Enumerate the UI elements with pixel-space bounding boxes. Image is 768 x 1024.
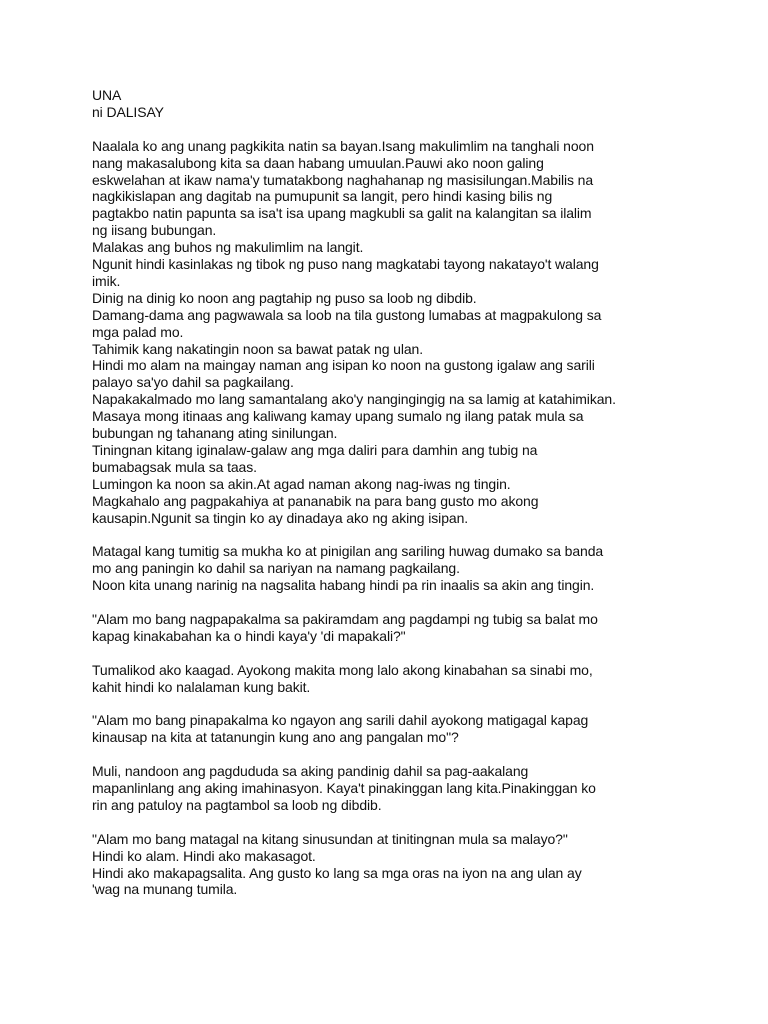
text-line: imik. bbox=[92, 272, 121, 289]
text-line: kinausap na kita at tatanungin kung ano ang pangalan mo"? bbox=[92, 729, 459, 746]
text-line: palayo sa'yo dahil sa pagkailang. bbox=[92, 374, 294, 391]
text-line: mapanlinlang ang aking imahinasyon. Kaya't pinakinggan lang kita.Pinakinggan ko bbox=[92, 780, 596, 797]
paragraph-gap bbox=[92, 696, 712, 713]
document-author: ni DALISAY bbox=[92, 103, 164, 120]
text-line: Hindi ko alam. Hindi ako makasagot. bbox=[92, 847, 316, 864]
document-title: UNA bbox=[92, 87, 122, 103]
text-line: Magkahalo ang pagpakahiya at pananabik na para bang gusto mo akong bbox=[92, 492, 539, 509]
text-line: Tiningnan kitang iginalaw-galaw ang mga daliri para damhin ang tubig na bbox=[92, 442, 538, 459]
text-line: nang makasalubong kita sa daan habang umuulan.Pauwi ako noon galing bbox=[92, 154, 544, 171]
text-line: Muli, nandoon ang pagdududa sa aking pandinig dahil sa pag-aakalang bbox=[92, 763, 529, 780]
text-line: Damang-dama ang pagwawala sa loob na tila gustong lumabas at magpakulong sa bbox=[92, 306, 602, 323]
text-line: Tahimik kang nakatingin noon sa bawat patak ng ulan. bbox=[92, 340, 424, 357]
text-line: eskwelahan at ikaw nama'y tumatakbong naghahanap ng masisilungan.Mabilis na bbox=[92, 171, 594, 188]
document-page bbox=[92, 87, 712, 898]
text-line: Matagal kang tumitig sa mukha ko at pinigilan ang sariling huwag dumako sa banda bbox=[92, 543, 604, 560]
text-line: Hindi ako makapagsalita. Ang gusto ko lang sa mga oras na iyon na ang ulan ay bbox=[92, 864, 582, 881]
text-line: Masaya mong itinaas ang kaliwang kamay upang sumalo ng ilang patak mula sa bbox=[92, 408, 584, 425]
paragraph-gap bbox=[92, 121, 712, 138]
paragraph-gap bbox=[92, 814, 712, 831]
text-line: ng iisang bubungan. bbox=[92, 222, 217, 239]
text-line: kahit hindi ko nalalaman kung bakit. bbox=[92, 678, 311, 695]
text-line: bumabagsak mula sa taas. bbox=[92, 458, 257, 475]
text-line: Naalala ko ang unang pagkikita natin sa bayan.Isang makulimlim na tanghali noon bbox=[92, 137, 594, 154]
text-line: 'wag na munang tumila. bbox=[92, 881, 238, 898]
document-body bbox=[92, 121, 712, 899]
text-line: Tumalikod ako kaagad. Ayokong makita mong lalo akong kinabahan sa sinabi mo, bbox=[92, 661, 593, 678]
text-line: mga palad mo. bbox=[92, 323, 184, 340]
paragraph-gap bbox=[92, 645, 712, 662]
text-line: Hindi mo alam na maingay naman ang isipan ko noon na gustong igalaw ang sarili bbox=[92, 357, 595, 374]
text-line: rin ang patuloy na pagtambol sa loob ng dibdib. bbox=[92, 796, 382, 813]
text-line: kausapin.Ngunit sa tingin ko ay dinadaya ako ng aking isipan. bbox=[92, 509, 469, 526]
paragraph-gap bbox=[92, 746, 712, 763]
paragraph-gap bbox=[92, 527, 712, 544]
text-line: Malakas ang buhos ng makulimlim na langit. bbox=[92, 239, 364, 256]
text-line: Noon kita unang narinig na nagsalita habang hindi pa rin inaalis sa akin ang tingin. bbox=[92, 577, 595, 594]
text-line: "Alam mo bang matagal na kitang sinusundan at tinitingnan mula sa malayo?" bbox=[92, 830, 568, 847]
text-line: nagkikislapan ang dagitab na pumupunit sa langit, pero hindi kasing bilis ng bbox=[92, 188, 553, 205]
text-line: bubungan ng tahanang ating sinilungan. bbox=[92, 425, 338, 442]
text-line: Lumingon ka noon sa akin.At agad naman akong nag-iwas ng tingin. bbox=[92, 475, 511, 492]
text-line: pagtakbo natin papunta sa isa't isa upang magkubli sa galit na kalangitan sa ilalim bbox=[92, 205, 592, 222]
text-line: "Alam mo bang pinapakalma ko ngayon ang sarili dahil ayokong matigagal kapag bbox=[92, 712, 589, 729]
text-line: Ngunit hindi kasinlakas ng tibok ng puso nang magkatabi tayong nakatayo't walang bbox=[92, 256, 599, 273]
text-line: kapag kinakabahan ka o hindi kaya'y 'di mapakali?" bbox=[92, 627, 406, 644]
text-line: Napakakalmado mo lang samantalang ako'y nangingingig na sa lamig at katahimikan. bbox=[92, 391, 616, 408]
text-line: mo ang paningin ko dahil sa nariyan na namang pagkailang. bbox=[92, 560, 460, 577]
paragraph-gap bbox=[92, 594, 712, 611]
text-line: Dinig na dinig ko noon ang pagtahip ng puso sa loob ng dibdib. bbox=[92, 289, 477, 306]
text-line: "Alam mo bang nagpapakalma sa pakiramdam ang pagdampi ng tubig sa balat mo bbox=[92, 611, 598, 628]
